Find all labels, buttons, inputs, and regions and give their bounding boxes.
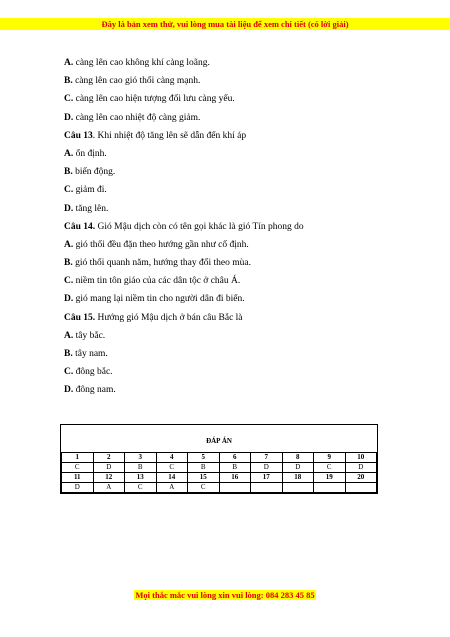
question-number-cell: 1 — [62, 453, 94, 463]
text-line — [64, 366, 404, 384]
question-number-cell: 5 — [188, 453, 220, 463]
text-line — [64, 93, 404, 111]
answer-key-table — [61, 452, 377, 493]
question-number-cell: 12 — [93, 473, 125, 483]
text-line — [64, 330, 404, 348]
text-line — [64, 57, 404, 75]
question-number-cell: 9 — [314, 453, 346, 463]
answer-cell — [314, 483, 346, 493]
answer-cell — [219, 483, 251, 493]
question-number-cell: 13 — [125, 473, 157, 483]
contact-footer — [0, 589, 450, 601]
answer-cell: C — [125, 483, 157, 493]
question-content — [64, 57, 404, 403]
answer-row — [62, 463, 377, 473]
text-line — [64, 112, 404, 130]
question-number-row — [62, 473, 377, 483]
answer-cell: A — [93, 483, 125, 493]
line-text: càng lên cao hiện tượng đối lưu càng yếu. — [73, 94, 235, 105]
line-text: . Khi nhiệt độ tăng lên sẽ dẫn đến khí áp — [92, 130, 247, 141]
answer-cell: B — [219, 463, 251, 473]
answer-cell: D — [62, 483, 94, 493]
question-number-cell: 20 — [345, 473, 377, 483]
line-label: C. — [64, 276, 74, 287]
line-text: Gió Mậu dịch còn có tên gọi khác là gió Tín phong do — [95, 221, 304, 232]
question-number-cell: 19 — [314, 473, 346, 483]
text-line — [64, 184, 404, 202]
line-label: D. — [64, 294, 74, 305]
line-text: tây nam. — [72, 349, 108, 359]
answer-row — [62, 483, 377, 493]
line-label: C. — [64, 367, 74, 378]
text-line — [64, 348, 404, 366]
answer-cell: C — [188, 483, 220, 493]
preview-banner-text: Đây là bản xem thử, vui lòng mua tài liệu để xem chi tiết (có lời giải) — [101, 19, 349, 29]
question-number-cell: 8 — [282, 453, 314, 463]
answer-cell: D — [251, 463, 283, 473]
answer-cell: A — [156, 483, 188, 493]
line-label: Câu 14. — [64, 221, 96, 232]
text-line — [64, 148, 404, 166]
line-label: B. — [64, 349, 73, 359]
line-label: Câu 13 — [64, 130, 93, 141]
line-text: gió thổi đều đặn theo hướng gần như cố định. — [73, 239, 249, 250]
line-label: D. — [64, 203, 74, 214]
line-text: Hướng gió Mậu dịch ở bán câu Bắc là — [95, 312, 243, 323]
answer-key-title: ĐÁP ÁN — [206, 437, 232, 445]
question-number-cell: 17 — [251, 473, 283, 483]
answer-cell: B — [125, 463, 157, 473]
line-text: tây bắc. — [73, 330, 106, 341]
contact-footer-text: Mọi thắc mắc vui lòng xin vui lòng: 084 283 45 85 — [135, 590, 315, 600]
question-number-cell: 3 — [125, 453, 157, 463]
question-number-cell: 7 — [251, 453, 283, 463]
line-text: gió thổi quanh năm, hướng thay đổi theo mùa. — [72, 258, 251, 269]
question-number-cell: 10 — [345, 453, 377, 463]
line-text: đông nam. — [73, 385, 116, 396]
question-number-cell: 4 — [156, 453, 188, 463]
line-label: D. — [64, 385, 74, 396]
answer-cell: B — [188, 463, 220, 473]
line-label: A. — [64, 58, 74, 68]
text-line — [64, 166, 404, 184]
question-number-cell: 2 — [93, 453, 125, 463]
text-line — [64, 75, 404, 93]
question-number-cell: 15 — [188, 473, 220, 483]
question-number-cell: 16 — [219, 473, 251, 483]
line-label: B. — [64, 167, 73, 178]
line-text: biến động. — [72, 167, 116, 178]
line-label: D. — [64, 112, 74, 123]
line-label: C. — [64, 185, 74, 196]
preview-banner — [0, 18, 450, 30]
answer-cell — [345, 483, 377, 493]
answer-cell: D — [93, 463, 125, 473]
line-text: ổn định. — [73, 148, 107, 159]
text-line — [64, 293, 404, 311]
line-text: gió mang lại niềm tin cho người dân đi biển. — [73, 294, 245, 305]
text-line — [64, 384, 404, 402]
question-number-row — [62, 453, 377, 463]
line-text: tăng lên. — [73, 203, 109, 214]
text-line — [64, 275, 404, 293]
answer-cell: C — [62, 463, 94, 473]
line-text: càng lên cao không khí càng loãng. — [73, 58, 210, 68]
answer-cell — [282, 483, 314, 493]
line-text: càng lên cao nhiệt độ càng giảm. — [73, 112, 201, 123]
line-text: giảm đi. — [73, 185, 107, 196]
question-number-cell: 11 — [62, 473, 94, 483]
line-label: B. — [64, 76, 73, 87]
line-text: càng lên cao gió thổi càng mạnh. — [72, 76, 201, 87]
line-label: A. — [64, 148, 74, 159]
text-line — [64, 203, 404, 221]
line-text: niềm tin tôn giáo của các dân tộc ở châu Á. — [73, 276, 241, 287]
line-label: A. — [64, 239, 74, 250]
text-line — [64, 239, 404, 257]
question-number-cell: 18 — [282, 473, 314, 483]
line-text: đông bắc. — [73, 367, 113, 378]
line-label: B. — [64, 258, 73, 269]
line-label: A. — [64, 330, 74, 341]
text-line — [64, 312, 404, 330]
text-line — [64, 221, 404, 239]
line-label: C. — [64, 94, 74, 105]
answer-cell: C — [314, 463, 346, 473]
text-line — [64, 257, 404, 275]
text-line — [64, 130, 404, 148]
answer-cell: C — [156, 463, 188, 473]
answer-cell: D — [282, 463, 314, 473]
answer-cell: D — [345, 463, 377, 473]
line-label: Câu 15. — [64, 312, 96, 323]
answer-cell — [251, 483, 283, 493]
question-number-cell: 6 — [219, 453, 251, 463]
answer-key-box — [60, 424, 378, 494]
question-number-cell: 14 — [156, 473, 188, 483]
